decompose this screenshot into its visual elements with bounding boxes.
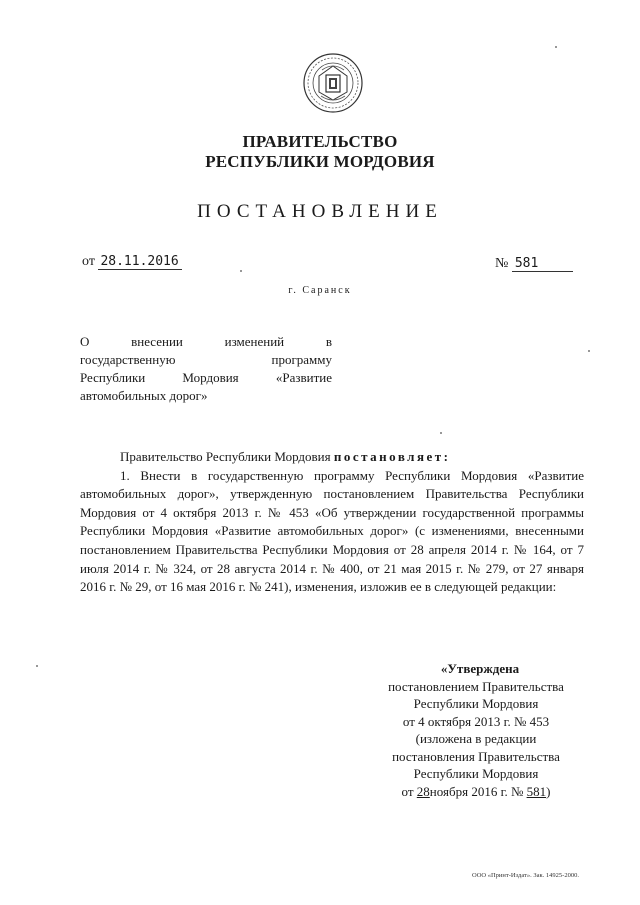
approval-line: Республики Мордовия bbox=[413, 766, 539, 781]
body-text bbox=[80, 448, 584, 597]
scan-speck bbox=[588, 350, 590, 352]
preamble bbox=[80, 448, 584, 467]
preamble-subject: Правительство Республики Мордовия bbox=[120, 449, 331, 464]
subject-block bbox=[80, 333, 332, 405]
scan-speck bbox=[240, 270, 242, 272]
approval-number: 581 bbox=[526, 783, 547, 799]
approval-line: от 4 октября 2013 г. № 453 bbox=[402, 713, 550, 729]
city: г. Саранск bbox=[288, 285, 352, 296]
number-value: 581 bbox=[512, 256, 573, 272]
subject-line: О внесении изменений в bbox=[80, 334, 332, 349]
approval-line: постановлением Правительства bbox=[388, 678, 564, 694]
approval-stamp bbox=[352, 660, 600, 800]
scan-speck bbox=[440, 432, 442, 434]
government-title-line2: РЕСПУБЛИКИ МОРДОВИЯ bbox=[205, 152, 435, 171]
government-title-line1: ПРАВИТЕЛЬСТВО bbox=[242, 132, 398, 151]
approval-title: «Утверждена bbox=[440, 661, 520, 676]
approval-line: Республики Мордовия bbox=[413, 696, 539, 711]
subject-line: государственную программу bbox=[80, 352, 332, 367]
approval-line: (изложена в редакции bbox=[415, 731, 537, 746]
approval-line: постановления Правительства bbox=[392, 748, 560, 764]
approval-month-year: ноября 2016 г. № bbox=[429, 783, 524, 799]
number-label: № bbox=[495, 256, 509, 271]
subject-line: автомобильных дорог» bbox=[80, 388, 208, 403]
subject-line: Республики Мордовия «Развитие bbox=[80, 370, 332, 385]
preamble-verb: постановляет: bbox=[333, 449, 451, 464]
document-type: ПОСТАНОВЛЕНИЕ bbox=[197, 201, 443, 222]
print-imprint: ООО «Принт-Издат». Зак. 14925-2000. bbox=[472, 872, 579, 879]
clause-1: 1. Внести в государственную программу Республики Мордовия «Развитие автомобильных дорог», утвержденную постановлением Правительства Республики Мордовия от 4 октября 2013 г. № 453 «Об утверждении государственной программы Республики Мордовия «Развитие автомобильных дорог» (с изменениями, внесенными постановлением Правительства Республики Мордовия от 28 апреля 2014 г. № 164, от 7 июля 2014 г. № 324, от 28 августа 2014 г. № 400, от 21 мая 2015 г. № 279, от 27 января 2016 г. № 29, от 16 мая 2016 г. № 241), изменения, изложив ее в следующей редакции: bbox=[80, 467, 584, 595]
date-value: 28.11.2016 bbox=[98, 254, 182, 270]
scan-speck bbox=[36, 665, 38, 667]
coat-of-arms-icon bbox=[302, 52, 364, 114]
approval-day: 28 bbox=[416, 783, 430, 799]
approval-prefix: от bbox=[401, 783, 414, 799]
approval-close: ) bbox=[546, 783, 551, 799]
scan-speck bbox=[555, 46, 557, 48]
approval-amendment-date bbox=[352, 783, 600, 801]
document-date bbox=[82, 254, 182, 270]
date-label: от bbox=[82, 254, 95, 269]
document-number bbox=[495, 256, 573, 272]
